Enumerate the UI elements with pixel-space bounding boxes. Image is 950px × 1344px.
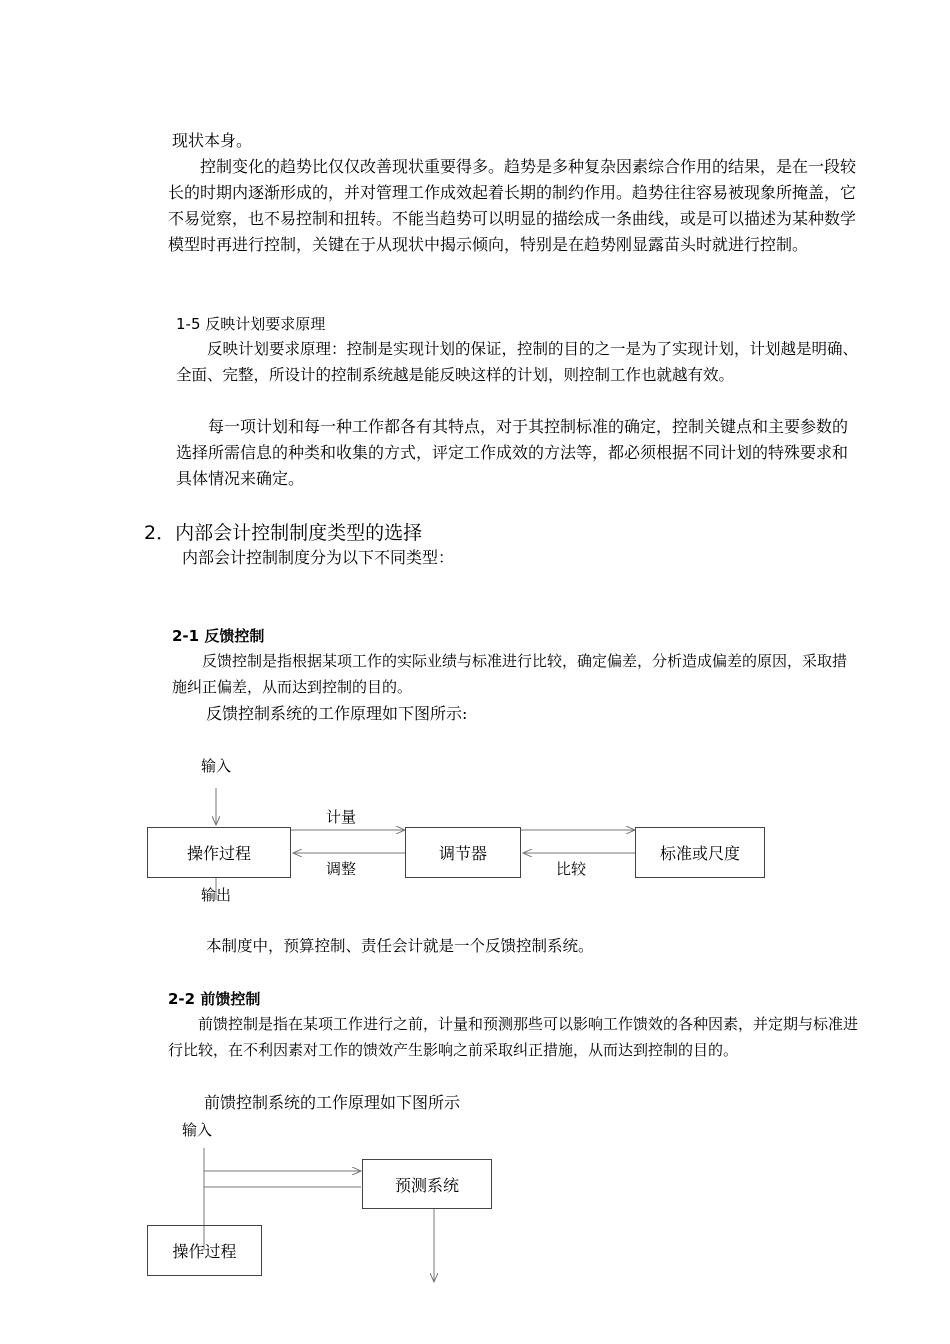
feedforward-process-box: 操作过程 [147,1225,262,1276]
feedback-standard-box: 标准或尺度 [635,827,765,878]
section-1-5-paragraph-2: 每一项计划和每一种工作都各有其特点，对于其控制标准的确定，控制关键点和主要参数的选择所需信息的种类和收集的方式，评定工作成效的方法等，都必须根据不同计划的特殊要求和具体情况来确定。 [176,417,849,488]
feedforward-forecast-box: 预测系统 [362,1159,492,1209]
feedback-regulator-box: 调节器 [405,827,521,878]
section-1-5-paragraph-1: 反映计划要求原理：控制是实现计划的保证，控制的目的之一是为了实现计划，计划越是明确、全面、完整，所设计的控制系统越是能反映这样的计划，则控制工作也就越有效。 [176,340,859,384]
feedback-output-label: 输出 [201,886,232,904]
feedback-process-box: 操作过程 [147,827,291,878]
section-2-1-heading: 2-1 反馈控制 [172,627,265,645]
section-2-1-note: 本制度中，预算控制、责任会计就是一个反馈控制系统。 [206,937,594,955]
feedback-input-label: 输入 [201,757,232,775]
section-2-2-paragraph-2: 前馈控制系统的工作原理如下图所示 [204,1093,461,1112]
section-2-2-paragraph-1: 前馈控制是指在某项工作进行之前，计量和预测那些可以影响工作馈效的各种因素，并定期与标准进行比较，在不利因素对工作的馈效产生影响之前采取纠正措施，从而达到控制的目的。 [168,1015,859,1059]
section-2-heading: 2．内部会计控制制度类型的选择 [144,522,423,544]
section-2-intro: 内部会计控制制度分为以下不同类型： [182,548,455,567]
feedback-compare-label: 比较 [556,860,587,878]
section-2-2-heading: 2-2 前馈控制 [168,990,261,1008]
intro-paragraph: 控制变化的趋势比仅仅改善现状重要得多。趋势是多种复杂因素综合作用的结果，是在一段较长的时期内逐渐形成的，并对管理工作成效起着长期的制约作用。趋势往往容易被现象所掩盖，它不易觉察，也不易控制和扭转。不能当趋势可以明显的描绘成一条曲线，或是可以描述为某种数学模型时再进行控制，关键在于从现状中揭示倾向，特别是在趋势刚显露苗头时就进行控制。 [168,157,857,254]
section-2-1-paragraph-2: 反馈控制系统的工作原理如下图所示: [206,704,468,723]
feedback-measure-label: 计量 [326,808,357,826]
section-2-1-paragraph-1: 反馈控制是指根据某项工作的实际业绩与标准进行比较，确定偏差，分析造成偏差的原因，采取措施纠正偏差，从而达到控制的目的。 [172,652,848,696]
feedback-adjust-label: 调整 [326,860,357,878]
feedforward-input-label: 输入 [182,1121,213,1139]
section-1-5-heading: 1-5 反映计划要求原理 [176,315,326,333]
intro-line: 现状本身。 [172,131,253,150]
